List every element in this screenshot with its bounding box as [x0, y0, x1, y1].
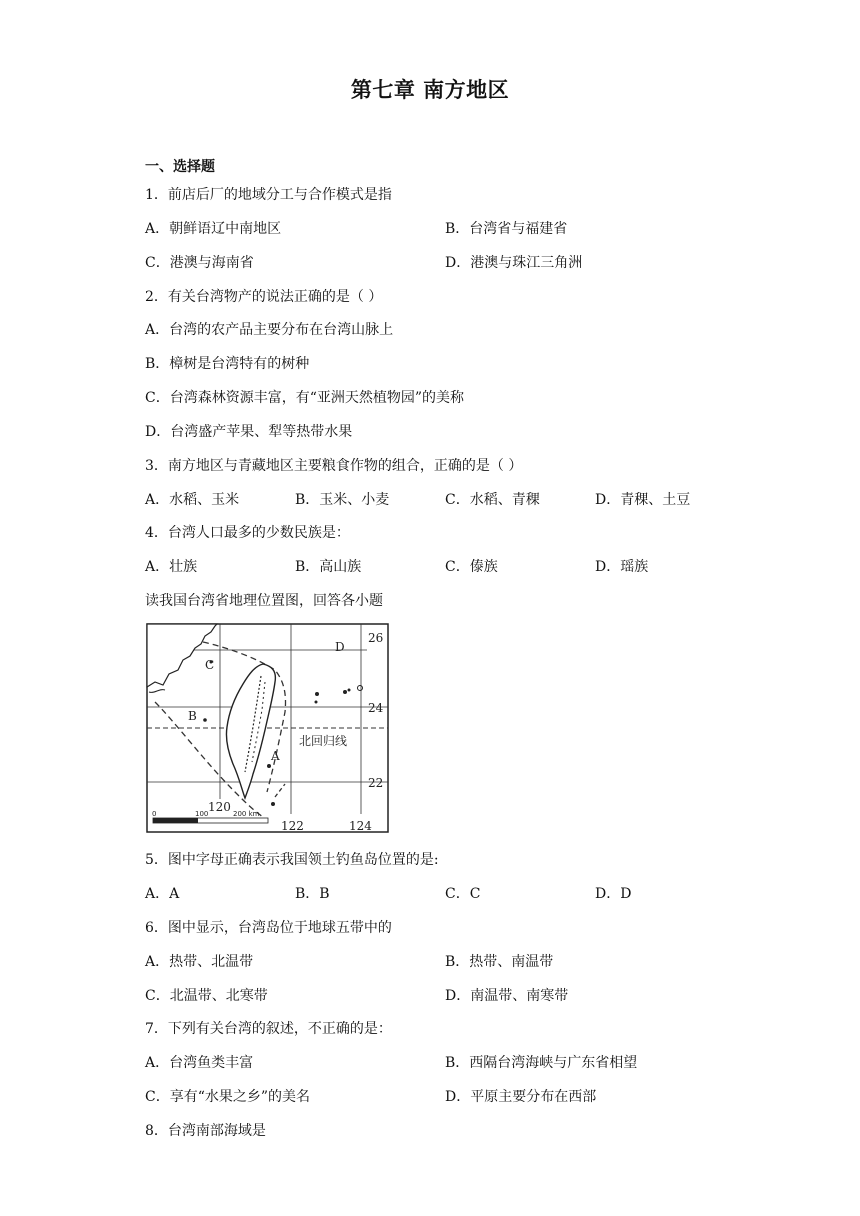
- question-1-option-d: D．港澳与珠江三角洲: [445, 255, 583, 271]
- section-heading: 一、选择题: [145, 159, 215, 175]
- question-6-stem: 6．图中显示，台湾岛位于地球五带中的: [145, 920, 392, 936]
- question-2-option-b: B．樟树是台湾特有的树种: [145, 356, 310, 372]
- question-7-option-b: B．西隔台湾海峡与广东省相望: [445, 1055, 638, 1071]
- question-3-option-a: A．水稻、玉米: [145, 492, 240, 508]
- question-1-option-b: B．台湾省与福建省: [445, 221, 568, 237]
- longitude-label: 120: [208, 800, 231, 814]
- question-6-option-a: A．热带、北温带: [145, 954, 254, 970]
- question-7-option-a: A．台湾鱼类丰富: [145, 1055, 254, 1071]
- question-8-stem: 8．台湾南部海域是: [145, 1123, 266, 1139]
- question-6-option-b: B．热带、南温带: [445, 954, 554, 970]
- page-title: 第七章 南方地区: [350, 78, 510, 102]
- question-1-stem: 1．前店后厂的地域分工与合作模式是指: [145, 187, 392, 203]
- question-3-option-b: B．玉米、小麦: [295, 492, 390, 508]
- question-4-stem: 4．台湾人口最多的少数民族是：: [145, 525, 350, 541]
- question-5-stem: 5．图中字母正确表示我国领土钓鱼岛位置的是:: [145, 852, 439, 868]
- question-5-option-c: C．C: [445, 886, 481, 902]
- question-2-option-d: D．台湾盛产苹果、犁等热带水果: [145, 424, 353, 440]
- scale-label: 100: [195, 810, 209, 818]
- question-5-option-d: D．D: [595, 886, 632, 902]
- scale-label: 0: [152, 810, 157, 818]
- question-4-option-a: A．壮族: [145, 559, 198, 575]
- question-5-option-a: A．A: [145, 886, 180, 902]
- question-2-stem: 2．有关台湾物产的说法正确的是（ ）: [145, 289, 383, 305]
- longitude-label: 122: [281, 819, 304, 833]
- question-3-stem: 3．南方地区与青藏地区主要粮食作物的组合，正确的是（ ）: [145, 458, 523, 474]
- question-2-option-a: A．台湾的农产品主要分布在台湾山脉上: [145, 322, 394, 338]
- question-6-option-d: D．南温带、南寒带: [445, 988, 569, 1004]
- map-point-label: D: [335, 640, 345, 654]
- map-point-label: C: [205, 658, 215, 672]
- longitude-label: 124: [349, 819, 372, 833]
- question-7-option-d: D．平原主要分布在西部: [445, 1089, 597, 1105]
- map-intro: 读我国台湾省地理位置图，回答各小题: [145, 593, 383, 609]
- question-7-stem: 7．下列有关台湾的叙述，不正确的是：: [145, 1021, 392, 1037]
- scale-label: 200 km: [233, 810, 260, 818]
- map-point-label: A: [271, 749, 280, 763]
- latitude-label: 26: [368, 631, 384, 645]
- question-3-option-d: D．青稞、土豆: [595, 492, 691, 508]
- question-4-option-d: D．瑶族: [595, 559, 649, 575]
- question-3-option-c: C．水稻、青稞: [445, 492, 540, 508]
- question-5-option-b: B．B: [295, 886, 330, 902]
- question-1-option-c: C．港澳与海南省: [145, 255, 254, 271]
- map-point-label: B: [188, 709, 197, 723]
- taiwan-location-map: [145, 622, 390, 834]
- question-6-option-c: C．北温带、北寒带: [145, 988, 268, 1004]
- question-4-option-b: B．高山族: [295, 559, 362, 575]
- tropic-of-cancer-label: 北回归线: [299, 734, 348, 748]
- question-1-option-a: A．朝鲜语辽中南地区: [145, 221, 282, 237]
- question-4-option-c: C．傣族: [445, 559, 498, 575]
- question-2-option-c: C．台湾森林资源丰富，有“亚洲天然植物园”的美称: [145, 390, 465, 406]
- latitude-label: 24: [368, 701, 384, 715]
- question-7-option-c: C．享有“水果之乡”的美名: [145, 1089, 311, 1105]
- latitude-label: 22: [368, 776, 384, 790]
